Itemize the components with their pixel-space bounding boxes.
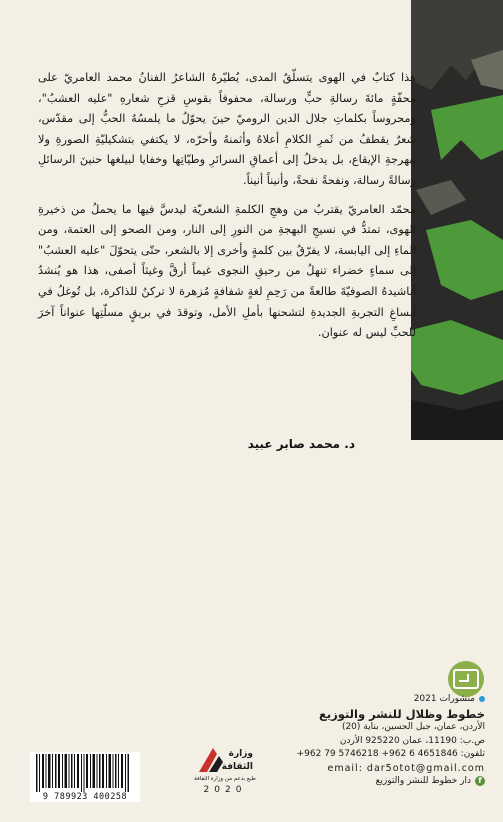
publisher-logo [448, 661, 484, 697]
publisher-name: خطوط وظلال للنشر والتوزيع [318, 707, 485, 721]
ministry-of-culture-mark [188, 742, 262, 795]
ministry-logo-icon [195, 742, 255, 774]
isbn-barcode [30, 752, 140, 802]
bullet-icon [479, 696, 485, 702]
publication-year [235, 694, 485, 704]
blurb-paragraph-2: محمّد العامريّ يقتربُ من وهجِ الكلمةِ الشعريّة ليدسَّ فيها ما يحملُ من ذخيرةِ الهوى، تمتدُّ في نسيجِ البهجةِ من النورِ إلى النار، ومن الصحو إلى العتمة، ومن الماءِ إلى اليابسة، لا يفرّقُ بين كلمةٍ وأخرى إلا بالشعر، حتّى يتحوّلَ "عليه العشبُ" إلى سماءٍ خضراء تنهلُ من رحيقِ النجوى غيماً أرقَّ وغيثاً أصفى، هذا هو يُنشدُ أناشيدهُ الصوفيّةَ طالعةً من رَحِمِ لغةٍ شفافةٍ مُزهرة لا تركنُ للذاكرة، بل تُوغلُ في أنساغِ التجربةِ الجديدةِ لتشحنها بأملِ الأمل، وتوقدَ في بريقٍ مسلّتِها عنواناً آخرَ للحبِّ ليس له عنوان. [38, 202, 416, 340]
ministry-support-note: طبع بدعم من وزارة الثقافة [194, 776, 256, 782]
cover-artwork [411, 0, 503, 440]
publisher-info [235, 694, 485, 786]
isbn-number: 9 789923 400258 [30, 792, 140, 802]
publisher-address-1: الأردن، عمان، جبل الحسين، بناية (20) [341, 722, 485, 732]
publisher-logo-icon [453, 669, 479, 689]
barcode-icon [30, 752, 140, 792]
author-signature: د. محمد صابر عبيد [247, 437, 355, 451]
svg-text:وزارة: وزارة [228, 749, 253, 759]
ministry-logo [188, 742, 262, 774]
publication-year-text: منشورات 2021 [413, 694, 475, 704]
blurb-paragraph-1: هذا كتابٌ في الهوى يتسلّقُ المدى، يُطيّرهُ الشاعرُ الفنانُ محمد العامريّ على محفّةٍ مائةَ رسالةِ حبٍّ ورسالة، محفوفاً بقوسِ قزحِ شعارهِ "عليه العشبُ"، ومحروساً بكلماتِ جلال الدين الروميّ حينَ يحوّلُ ما يلمسُهُ الحبُّ إلى مقدّس، شعرٌ يقطفُ من ثَمرِ الكلامِ أعلاهُ وأثمنهُ وأحرّه، لا يكتفي بتشكيليّةِ الصورةِ ولا ببهرجةِ الإيقاع، بل يدخلُ إلى أعماقِ السرائرِ وطيّاتِها وخفايا لبيلغها حنينَ الرسائلِ رسالةً رسالة، ونفحةً نفحةً، وأنيناً أنيناً. [38, 71, 416, 187]
blurb [38, 68, 416, 352]
publisher-facebook-text: دار خطوط للنشر والتوزيع [375, 775, 471, 786]
ministry-year: 2020 [203, 785, 247, 795]
publisher-phones: تلفون: 4651846 6 962+ 5746218 79 962+ [296, 749, 485, 759]
svg-text:الثقافة: الثقافة [221, 762, 253, 772]
publisher-email: email: dar5otot@gmail.com [327, 762, 485, 774]
publisher-address-2: ص.ب: 11190، عمان 925220 الأردن [339, 735, 485, 746]
publisher-facebook [235, 776, 485, 786]
facebook-icon: f [475, 776, 485, 786]
